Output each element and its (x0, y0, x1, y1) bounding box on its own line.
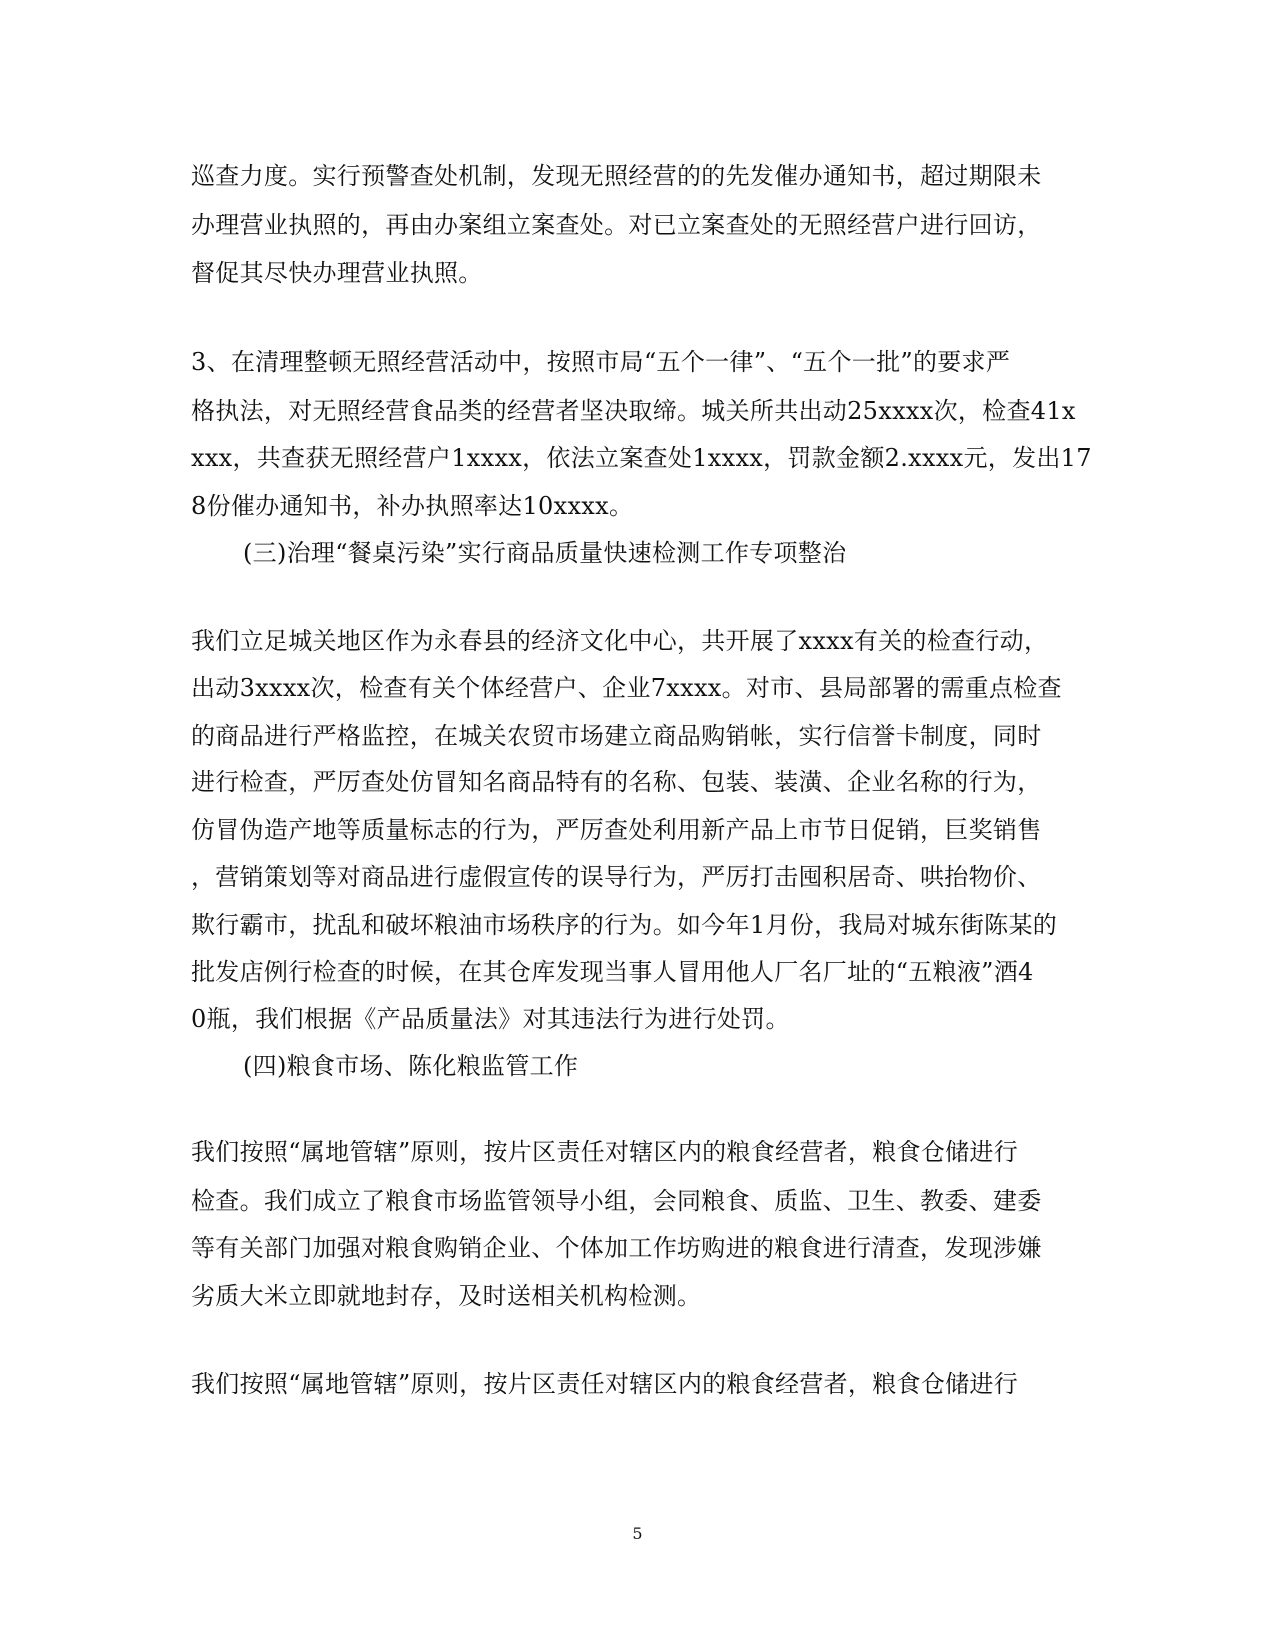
paragraph-2-line-4: 8份催办通知书，补办执照率达10xxxx。 (191, 492, 634, 520)
paragraph-4-line-3: 等有关部门加强对粮食购销企业、个体加工作坊购进的粮食进行清查，发现涉嫌 (191, 1234, 1042, 1262)
paragraph-3-line-7: 欺行霸市，扰乱和破坏粮油市场秩序的行为。如今年1月份，我局对城东街陈某的 (191, 911, 1058, 939)
paragraph-3-line-3: 的商品进行严格监控，在城关农贸市场建立商品购销帐，实行信誉卡制度，同时 (191, 722, 1042, 750)
paragraph-3-line-8: 批发店例行检查的时候，在其仓库发现当事人冒用他人厂名厂址的“五粮液”酒4 (191, 958, 1034, 986)
paragraph-1-line-3: 督促其尽快办理营业执照。 (191, 259, 483, 287)
paragraph-2-line-3: xxx，共查获无照经营户1xxxx，依法立案查处1xxxx，罚款金额2.xxxx元，发出17 (191, 444, 1092, 472)
paragraph-3-line-5: 仿冒伪造产地等质量标志的行为，严厉查处利用新产品上市节日促销，巨奖销售 (191, 816, 1042, 844)
paragraph-3-line-4: 进行检查，严厉查处仿冒知名商品特有的名称、包装、装潢、企业名称的行为， (191, 768, 1042, 796)
section-heading-3: (三)治理“餐桌污染”实行商品质量快速检测工作专项整治 (243, 539, 847, 567)
paragraph-3-line-2: 出动3xxxx次，检查有关个体经营户、企业7xxxx。对市、县局部署的需重点检查 (191, 674, 1062, 702)
paragraph-4-line-4: 劣质大米立即就地封存，及时送相关机构检测。 (191, 1282, 702, 1310)
paragraph-2-line-1: 3、在清理整顿无照经营活动中，按照市局“五个一律”、“五个一批”的要求严 (191, 348, 1011, 376)
paragraph-3-line-9: 0瓶，我们根据《产品质量法》对其违法行为进行处罚。 (191, 1005, 790, 1033)
section-heading-4: (四)粮食市场、陈化粮监管工作 (243, 1052, 579, 1080)
paragraph-1-line-1: 巡查力度。实行预警查处机制，发现无照经营的的先发催办通知书，超过期限未 (191, 162, 1042, 190)
paragraph-3-line-6: ，营销策划等对商品进行虚假宣传的误导行为，严厉打击囤积居奇、哄抬物价、 (191, 863, 1042, 891)
paragraph-4-line-1: 我们按照“属地管辖”原则，按片区责任对辖区内的粮食经营者，粮食仓储进行 (191, 1138, 1019, 1166)
page-number: 5 (632, 1524, 643, 1543)
paragraph-4-line-2: 检查。我们成立了粮食市场监管领导小组，会同粮食、质监、卫生、教委、建委 (191, 1187, 1042, 1215)
paragraph-1-line-2: 办理营业执照的，再由办案组立案查处。对已立案查处的无照经营户进行回访， (191, 211, 1042, 239)
paragraph-2-line-2: 格执法，对无照经营食品类的经营者坚决取缔。城关所共出动25xxxx次，检查41x (191, 397, 1076, 425)
paragraph-5-line-1: 我们按照“属地管辖”原则，按片区责任对辖区内的粮食经营者，粮食仓储进行 (191, 1370, 1019, 1398)
paragraph-3-line-1: 我们立足城关地区作为永春县的经济文化中心，共开展了xxxx有关的检查行动， (191, 627, 1049, 655)
